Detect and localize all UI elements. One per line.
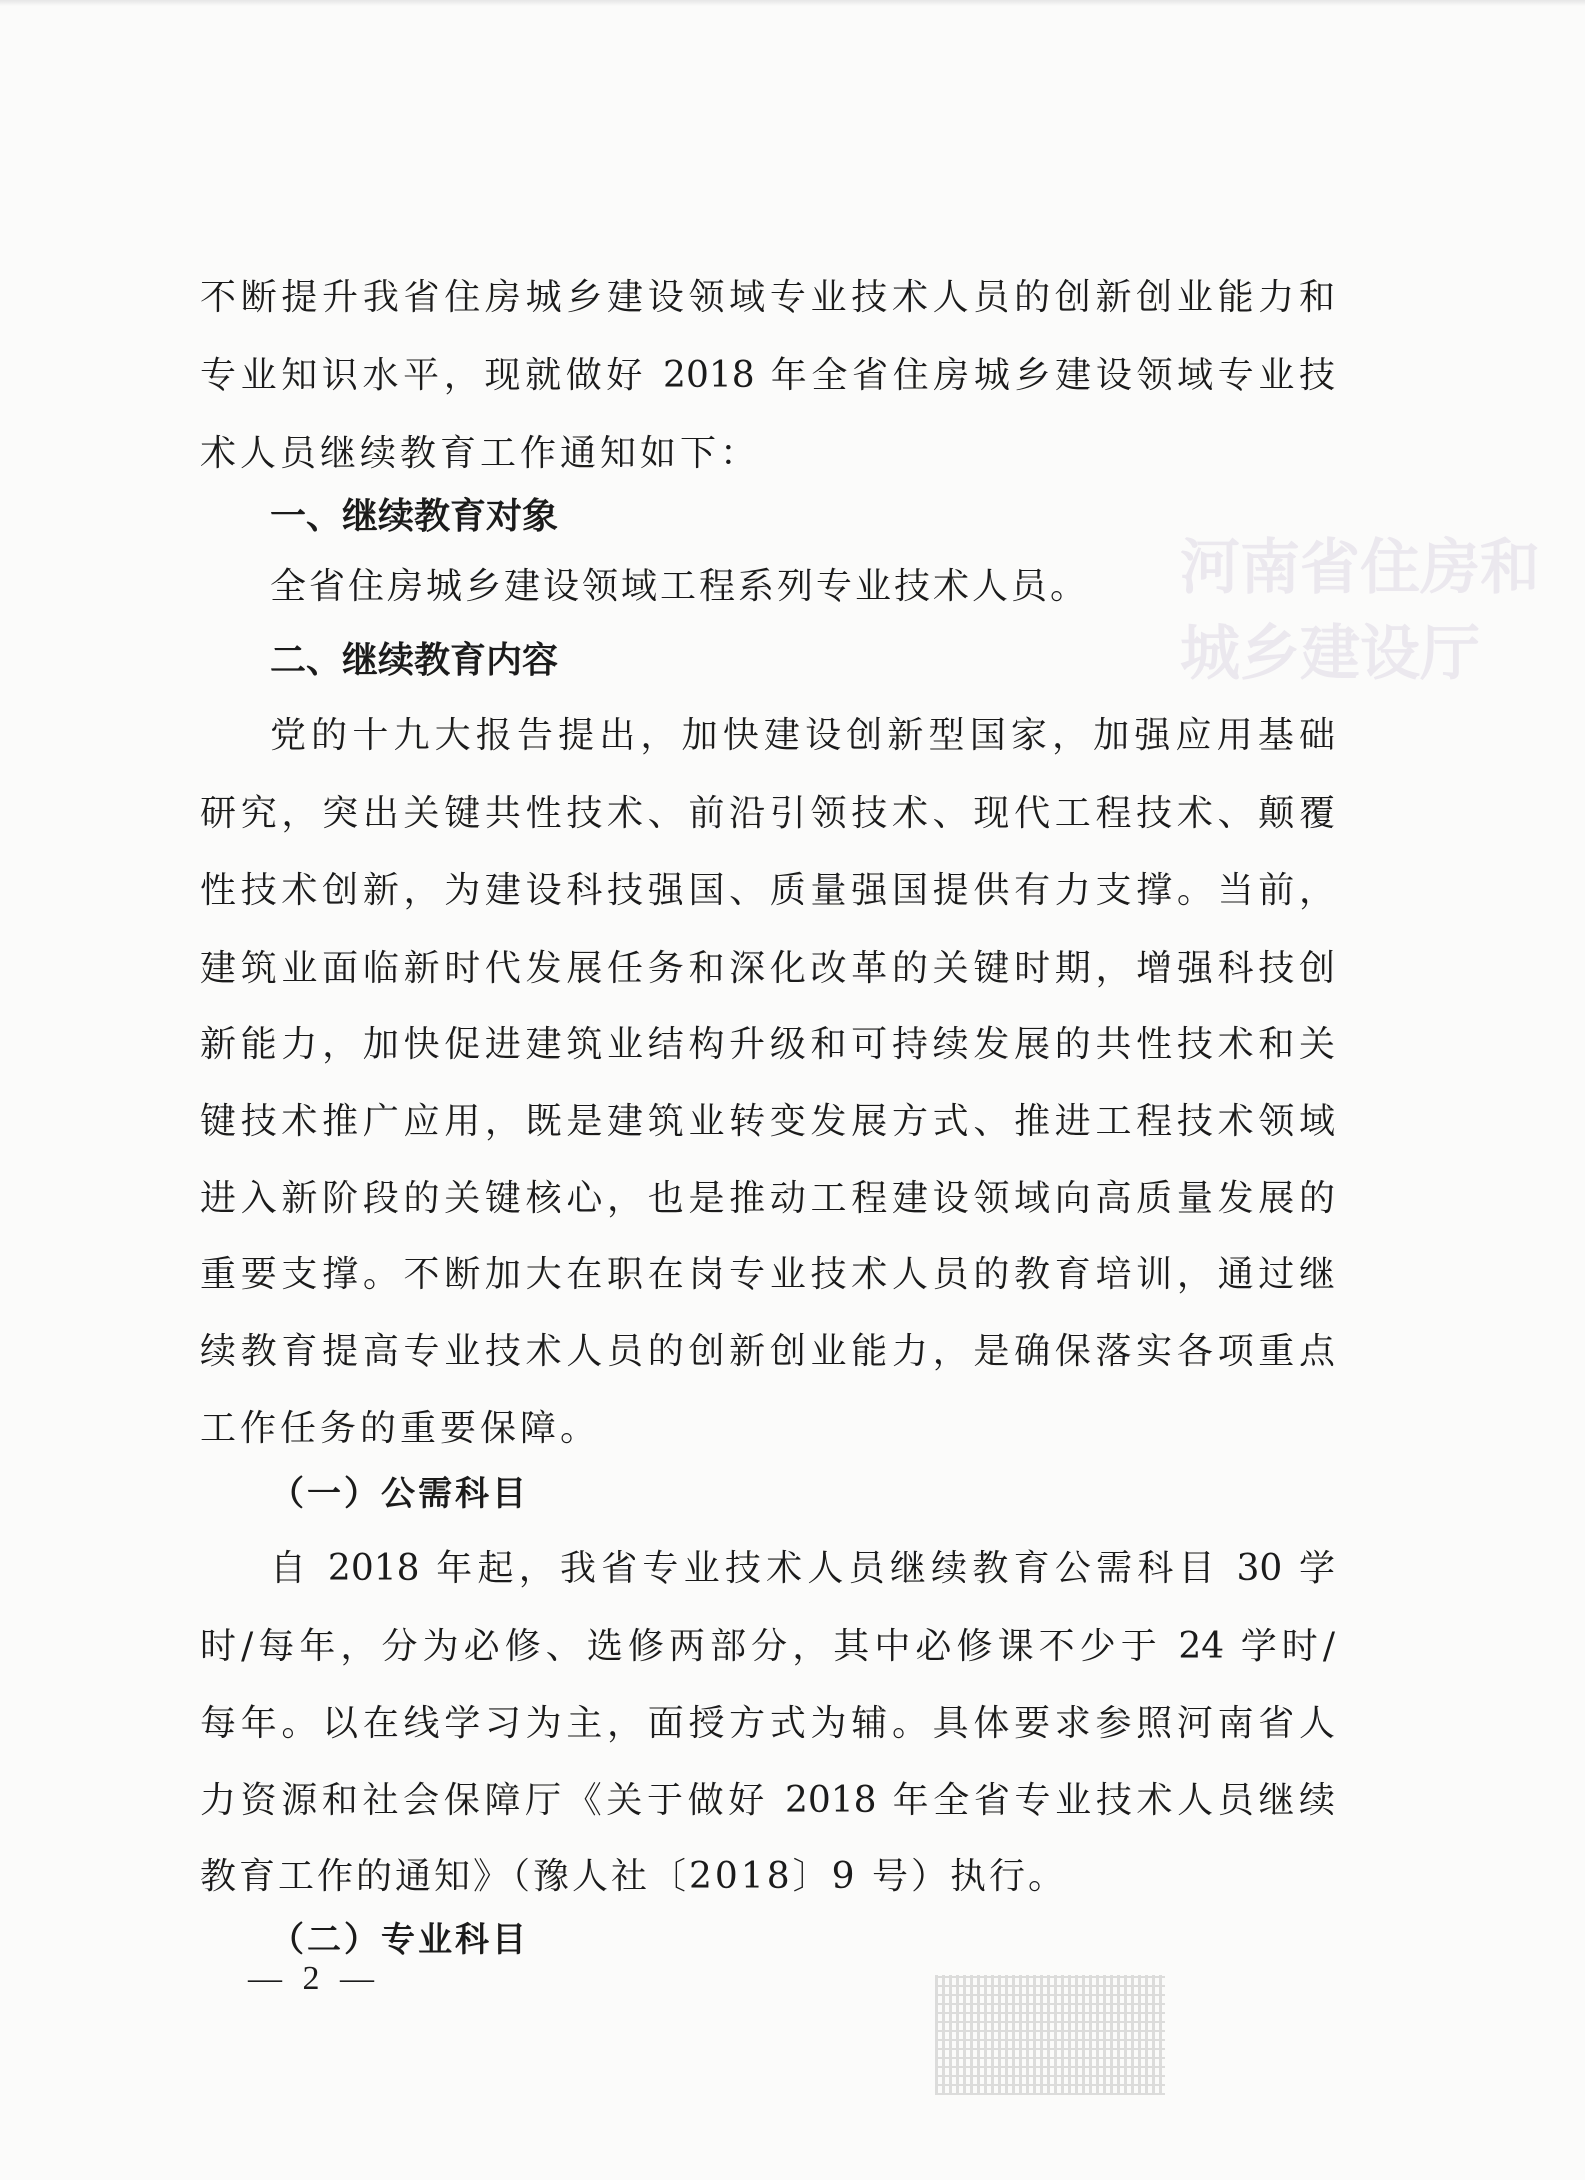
subsection-heading: （一）公需科目 — [270, 1474, 529, 1514]
body-line: 不断提升我省住房城乡建设领域专业技术人员的创新创业能力和 — [200, 277, 1335, 318]
bleed-through-stamp — [935, 1975, 1165, 2095]
body-line: 专业知识水平，现就做好 2018 年全省住房城乡建设领域专业技 — [200, 355, 1335, 396]
body-line: 研究，突出关键共性技术、前沿引领技术、现代工程技术、颠覆 — [200, 793, 1335, 834]
body-line: 进入新阶段的关键核心，也是推动工程建设领域向高质量发展的 — [200, 1178, 1335, 1219]
body-line: 建筑业面临新时代发展任务和深化改革的关键时期，增强科技创 — [200, 948, 1335, 989]
body-line: 键技术推广应用，既是建筑业转变发展方式、推进工程技术领域 — [200, 1101, 1335, 1142]
subsection-heading: （二）专业科目 — [270, 1920, 529, 1960]
body-line: 全省住房城乡建设领域工程系列专业技术人员。 — [270, 566, 1090, 607]
body-line: 性技术创新，为建设科技强国、质量强国提供有力支撑。当前， — [200, 870, 1335, 911]
body-line: 党的十九大报告提出，加快建设创新型国家，加强应用基础 — [270, 715, 1335, 756]
body-line: 自 2018 年起，我省专业技术人员继续教育公需科目 30 学 — [270, 1548, 1335, 1589]
page-number: — 2 — — [248, 1960, 380, 1997]
section-heading: 一、继续教育对象 — [270, 496, 559, 537]
body-line: 时/每年，分为必修、选修两部分，其中必修课不少于 24 学时/ — [200, 1626, 1335, 1667]
body-line: 每年。以在线学习为主，面授方式为辅。具体要求参照河南省人 — [200, 1703, 1335, 1744]
section-heading: 二、继续教育内容 — [270, 640, 559, 681]
body-line: 教育工作的通知》（豫人社〔2018〕9 号）执行。 — [200, 1856, 1067, 1897]
body-line: 重要支撑。不断加大在职在岗专业技术人员的教育培训，通过继 — [200, 1254, 1335, 1295]
body-line: 术人员继续教育工作通知如下： — [200, 433, 761, 474]
scan-edge — [0, 0, 1585, 6]
bleed-through-text: 河南省住房和城乡建设厅 — [1180, 533, 1540, 689]
body-line: 工作任务的重要保障。 — [200, 1408, 601, 1449]
body-line: 新能力，加快促进建筑业结构升级和可持续发展的共性技术和关 — [200, 1024, 1335, 1065]
body-line: 续教育提高专业技术人员的创新创业能力，是确保落实各项重点 — [200, 1331, 1335, 1372]
body-line: 力资源和社会保障厅《关于做好 2018 年全省专业技术人员继续 — [200, 1780, 1335, 1821]
